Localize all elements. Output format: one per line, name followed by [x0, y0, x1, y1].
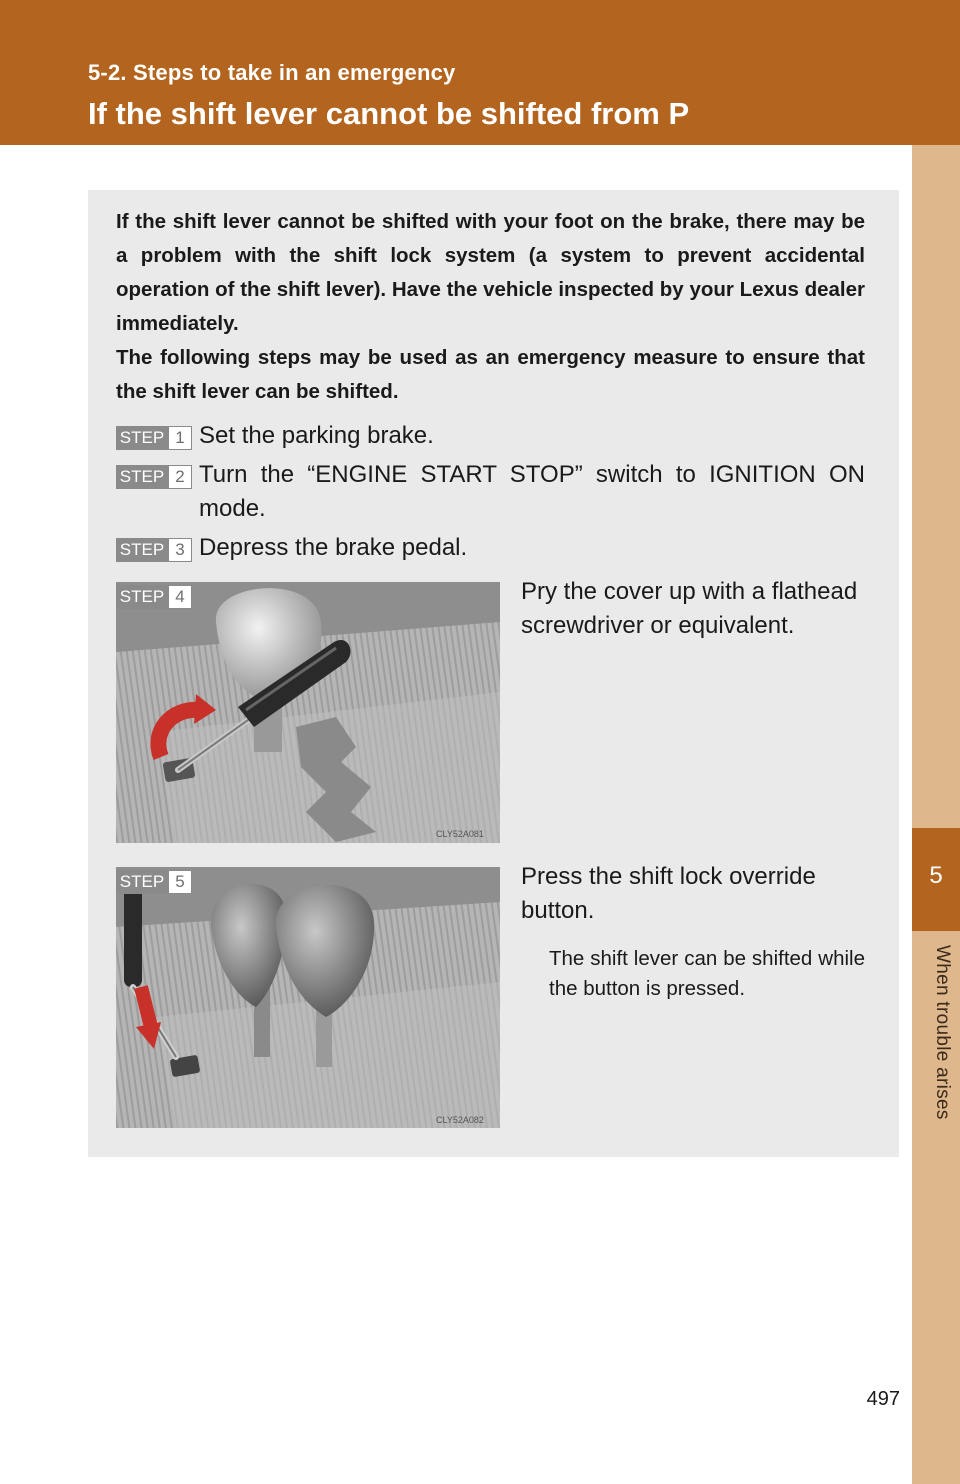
step-badge-label: STEP — [116, 426, 168, 450]
step-badge-label: STEP — [116, 465, 168, 489]
illustration-graphic — [116, 867, 500, 1128]
illustration-press-override — [116, 867, 500, 1128]
step-badge-number: 5 — [168, 870, 192, 894]
page-title: If the shift lever cannot be shifted from P — [88, 96, 690, 131]
step-badge-label: STEP — [116, 585, 168, 609]
chapter-number: 5 — [929, 862, 943, 889]
step-badge — [116, 538, 192, 562]
step-badge-label: STEP — [116, 538, 168, 562]
chapter-side-tab — [912, 145, 960, 1484]
step-text: Press the shift lock override button. — [521, 863, 816, 924]
step-badge-number: 1 — [168, 426, 192, 450]
press-arrow-icon — [141, 987, 151, 1027]
svg-text:CLY52A081: CLY52A081 — [436, 829, 484, 839]
step-text: Turn the “ENGINE START STOP” switch to IGNITION ON mode. — [199, 461, 865, 522]
step-badge-number: 2 — [168, 465, 192, 489]
step-badge — [116, 585, 192, 609]
illustration-graphic — [116, 582, 500, 843]
step-badge — [116, 426, 192, 450]
intro-text — [116, 205, 865, 409]
chapter-title: When trouble arises — [932, 945, 953, 1120]
step-text: Set the parking brake. — [199, 422, 434, 449]
page-number: 497 — [866, 1388, 900, 1410]
intro-paragraph: The following steps may be used as an emergency measure to ensure that the shift lever can be shifted. — [116, 346, 865, 403]
step-text: Depress the brake pedal. — [199, 534, 468, 561]
svg-text:CLY52A082: CLY52A082 — [436, 1115, 484, 1125]
section-heading: 5-2. Steps to take in an emergency — [88, 60, 456, 85]
step-badge-number: 4 — [168, 585, 192, 609]
step-note: The shift lever can be shifted while the button is pressed. — [549, 947, 865, 1000]
step-badge-number: 3 — [168, 538, 192, 562]
step-text: Pry the cover up with a flathead screwdriver or equivalent. — [521, 578, 858, 639]
illustration-pry-cover — [116, 582, 500, 843]
step-badge — [116, 465, 192, 489]
intro-paragraph: If the shift lever cannot be shifted with your foot on the brake, there may be a problem with the shift lock system (a system to prevent accidental operation of the shift lever). Have the vehicle inspected by your Lexus dealer immediately. — [116, 210, 865, 335]
step-badge — [116, 870, 192, 894]
step-badge-label: STEP — [116, 870, 168, 894]
page-header — [0, 0, 960, 145]
